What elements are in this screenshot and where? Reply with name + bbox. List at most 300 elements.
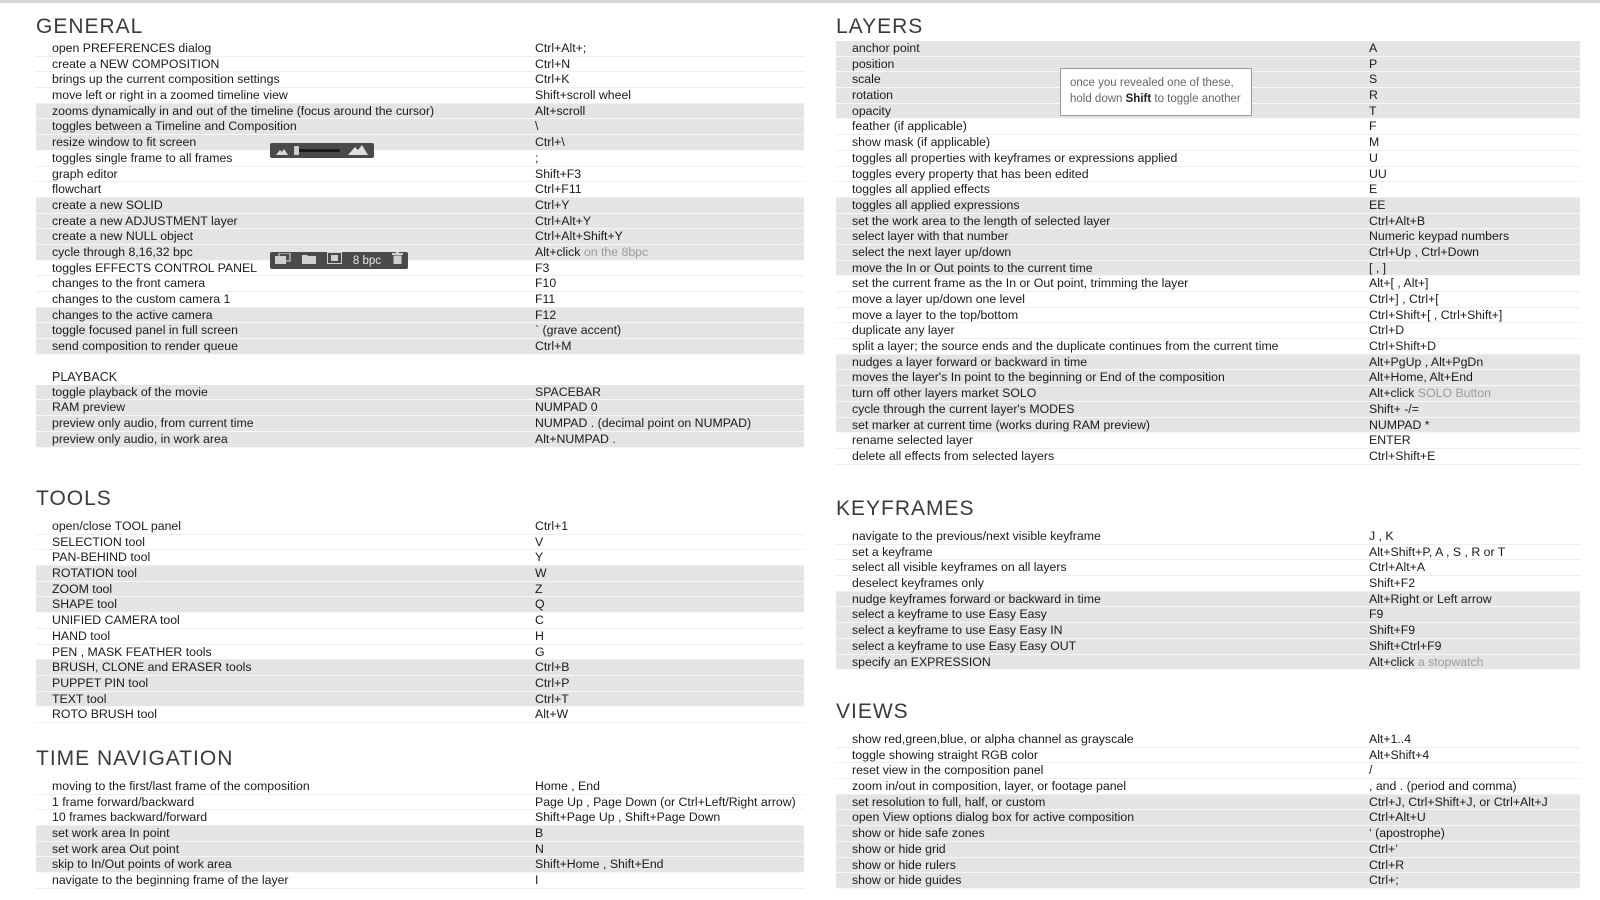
shortcut-key-text: R [1369, 88, 1378, 103]
shortcut-action: select a keyframe to use Easy Easy IN [852, 623, 1063, 638]
trash-icon[interactable] [392, 252, 403, 269]
shortcut-key-text: B [535, 826, 544, 841]
shortcut-key-text: Alt+[ , Alt+] [1369, 276, 1429, 291]
shortcut-key-text: Alt+Right or Left arrow [1369, 591, 1492, 606]
shortcut-key-text: H [535, 628, 544, 643]
shortcut-key [535, 707, 568, 723]
shortcut-action: show red,green,blue, or alpha channel as grayscale [852, 732, 1134, 746]
shortcut-row [36, 692, 804, 708]
shortcut-row [836, 873, 1580, 889]
shortcut-action: show or hide grid [852, 841, 946, 856]
shortcut-action: send composition to render queue [52, 339, 238, 354]
zoom-slider-widget[interactable] [270, 143, 374, 158]
shortcut-row [836, 229, 1580, 245]
shortcut-key-text: NUMPAD 0 [535, 400, 598, 415]
shortcut-action: select a keyframe to use Easy Easy [852, 607, 1047, 622]
shortcut-row [836, 810, 1580, 826]
shortcut-row [36, 566, 804, 582]
shortcut-key-text: ; [535, 150, 539, 165]
shortcut-action: cycle through 8,16,32 bpc [52, 244, 193, 259]
shortcut-row [36, 229, 804, 245]
shortcut-action: flowchart [52, 182, 102, 197]
section-title: TIME NAVIGATION [36, 747, 234, 770]
shortcut-key [535, 339, 572, 355]
section-keyframes [836, 495, 1580, 670]
shortcut-action: move the In or Out points to the current time [852, 260, 1093, 275]
shortcut-row [836, 748, 1580, 764]
shortcut-row [836, 418, 1580, 434]
shortcut-row [36, 613, 804, 629]
shortcut-row [836, 135, 1580, 151]
shortcut-action: TEXT tool [52, 691, 107, 706]
shortcut-key-text: Ctrl+F11 [535, 182, 582, 197]
shortcut-key-note: SOLO Button [1417, 386, 1492, 401]
shortcut-key-text: Alt+scroll [535, 103, 586, 118]
shortcut-key [535, 566, 547, 582]
shortcut-action: duplicate any layer [852, 323, 955, 338]
shortcut-row [836, 545, 1580, 561]
shortcut-row [836, 386, 1580, 402]
shortcut-key-text: Ctrl+R [1369, 857, 1405, 872]
shortcut-action: PUPPET PIN tool [52, 675, 149, 690]
shortcut-key-text: Shift+Page Up , Shift+Page Down [535, 810, 721, 825]
shortcut-key [535, 597, 545, 613]
shortcut-key [1369, 402, 1419, 418]
shortcut-row [836, 623, 1580, 639]
shortcut-row [836, 607, 1580, 623]
shortcut-key-text: Home , End [535, 779, 600, 793]
shortcut-key [535, 416, 751, 432]
shortcut-key-text: F12 [535, 307, 557, 322]
shortcut-key [1369, 57, 1377, 73]
shortcut-key-text: Shift+F3 [535, 166, 582, 181]
shortcut-key-text: Alt+1..4 [1369, 732, 1412, 746]
shortcut-row [836, 119, 1580, 135]
shortcut-row [836, 370, 1580, 386]
shortcut-action: zoom in/out in composition, layer, or footage panel [852, 779, 1127, 794]
shortcut-action: select the next layer up/down [852, 244, 1012, 259]
shortcut-row [36, 57, 804, 73]
shortcut-key-text: Alt+Shift+P, A , S , R or T [1369, 544, 1506, 559]
shortcut-key [535, 292, 555, 308]
shortcut-action: show or hide rulers [852, 857, 956, 872]
shortcut-key [535, 276, 556, 292]
shortcut-key-text: [ , ] [1369, 260, 1387, 275]
shortcut-key [535, 582, 543, 598]
shortcut-key-text: Page Up , Page Down (or Ctrl+Left/Right arrow) [535, 794, 796, 809]
shortcut-action: set a keyframe [852, 544, 933, 559]
shortcut-key [1369, 842, 1398, 858]
shortcut-row [836, 529, 1580, 545]
shortcut-key-text: Shift+F9 [1369, 623, 1416, 638]
shortcut-key-text: UU [1369, 166, 1387, 181]
shortcut-key [535, 323, 621, 339]
shortcut-key [1369, 72, 1377, 88]
shortcut-action: move a layer to the top/bottom [852, 307, 1019, 322]
shortcut-action: brings up the current composition settings [52, 72, 280, 87]
shortcut-key [1369, 639, 1441, 655]
small-mountain-icon [276, 142, 288, 160]
shortcut-key-text: Alt+Shift+4 [1369, 747, 1430, 762]
shortcut-row [836, 214, 1580, 230]
section-title: GENERAL [36, 15, 144, 38]
shortcut-key-text: ENTER [1369, 433, 1411, 448]
shortcut-row [36, 676, 804, 692]
shortcut-key [535, 119, 538, 135]
shortcut-key [535, 810, 720, 826]
shortcut-row [36, 432, 804, 448]
shortcut-action: moving to the first/last frame of the composition [52, 779, 310, 793]
shortcut-action: navigate to the beginning frame of the layer [52, 873, 289, 888]
shortcut-key [535, 873, 538, 889]
shortcut-row [36, 707, 804, 723]
shortcut-key-text: Ctrl+B [535, 660, 570, 675]
shortcut-row [36, 104, 804, 120]
shortcut-row [836, 167, 1580, 183]
shortcut-key-text: Shift+Ctrl+F9 [1369, 638, 1442, 653]
shortcut-action: feather (if applicable) [852, 119, 967, 134]
large-mountain-icon [348, 142, 368, 160]
section-title: KEYFRAMES [836, 497, 975, 520]
shortcut-key-text: Y [535, 550, 544, 565]
shortcut-key-text: Ctrl+D [1369, 323, 1405, 338]
shortcut-row [36, 292, 804, 308]
shortcut-key [1369, 655, 1484, 671]
shortcut-action: split a layer; the source ends and the duplicate continues from the current time [852, 339, 1279, 354]
shortcut-action: rotation [852, 88, 894, 103]
shortcut-key-text: Ctrl+Alt+U [1369, 810, 1426, 825]
shortcut-key-text: Ctrl+Y [535, 197, 570, 212]
shortcut-key [535, 88, 631, 104]
shortcut-row [36, 198, 804, 214]
shortcut-row [36, 261, 804, 277]
shortcut-key-text: Shift+F2 [1369, 576, 1416, 591]
shortcut-action: PEN , MASK FEATHER tools [52, 644, 212, 659]
shortcut-key-text: EE [1369, 197, 1386, 212]
shortcut-row [836, 560, 1580, 576]
shortcut-row [836, 779, 1580, 795]
shortcut-key [535, 385, 601, 401]
shortcut-action: toggles all applied effects [852, 182, 990, 197]
new-composition-icon[interactable] [327, 252, 342, 269]
shortcut-row [36, 660, 804, 676]
shortcut-key [1369, 607, 1383, 623]
shortcut-key-text: Ctrl+Shift+[ , Ctrl+Shift+] [1369, 307, 1503, 322]
shortcut-key [1369, 276, 1428, 292]
shortcut-action: UNIFIED CAMERA tool [52, 613, 180, 628]
shortcut-action: 1 frame forward/backward [52, 794, 195, 809]
shortcut-row [836, 732, 1580, 748]
shortcut-action: set work area Out point [52, 841, 180, 856]
shortcut-row [36, 779, 804, 795]
shortcut-key [1369, 779, 1517, 795]
shortcut-action: preview only audio, from current time [52, 416, 254, 431]
shortcut-action: nudges a layer forward or backward in time [852, 354, 1088, 369]
shortcut-row [836, 592, 1580, 608]
shortcut-row [36, 582, 804, 598]
zoom-slider-track[interactable] [296, 149, 340, 152]
shift-toggle-tip [1060, 68, 1252, 116]
shortcut-key [535, 151, 538, 167]
shortcut-key-text: , and . (period and comma) [1369, 779, 1517, 794]
shortcut-key [1369, 545, 1505, 561]
shortcut-action: changes to the custom camera 1 [52, 292, 231, 306]
shortcut-row [836, 449, 1580, 465]
shortcut-action: turn off other layers market SOLO [852, 386, 1037, 401]
shortcut-key-text: I [535, 873, 539, 888]
section-tools [36, 485, 804, 723]
shortcut-key [1369, 858, 1404, 874]
shortcut-row [836, 576, 1580, 592]
shortcut-key-text: Ctrl+M [535, 339, 572, 354]
shortcut-key-text: Ctrl+T [535, 691, 569, 706]
shortcut-row [36, 245, 804, 261]
tip-shift-key: Shift [1125, 93, 1152, 105]
shortcut-key [535, 308, 556, 324]
shortcut-key [535, 692, 569, 708]
shortcut-row [36, 135, 804, 151]
shortcut-key-text: W [535, 566, 547, 581]
section-time-navigation [36, 745, 804, 889]
shortcut-action: show or hide safe zones [852, 826, 985, 841]
shortcut-list [36, 519, 804, 723]
shortcut-key [535, 857, 664, 873]
tip-text: to toggle another [1151, 93, 1241, 105]
shortcut-key-text: Ctrl+Alt+A [1369, 560, 1426, 575]
shortcut-key-text: U [1369, 150, 1378, 165]
shortcut-key-text: Alt+click [1369, 654, 1415, 669]
shortcut-action: graph editor [52, 166, 118, 181]
shortcut-key [1369, 355, 1483, 371]
shortcut-key [1369, 418, 1430, 434]
shortcut-key-text: J , K [1369, 529, 1394, 543]
shortcut-key-text: ` (grave accent) [535, 323, 622, 338]
shortcut-row [36, 629, 804, 645]
shortcut-row [36, 308, 804, 324]
shortcut-row [836, 795, 1580, 811]
shortcut-row [36, 795, 804, 811]
shortcut-key-text: Ctrl+Shift+E [1369, 448, 1436, 463]
shortcut-key [1369, 135, 1379, 151]
shortcut-key-text: Ctrl+Shift+D [1369, 339, 1436, 354]
shortcut-key [535, 214, 591, 230]
shortcut-key-text: F11 [535, 292, 556, 306]
shortcut-key [1369, 214, 1425, 230]
shortcut-row [836, 308, 1580, 324]
shortcut-key [1369, 560, 1425, 576]
shortcut-key [1369, 873, 1399, 889]
shortcut-key [535, 779, 600, 795]
shortcut-key-text: Ctrl+1 [535, 519, 569, 533]
shortcut-key [1369, 167, 1387, 183]
shortcut-action: PAN-BEHIND tool [52, 550, 151, 565]
shortcut-key-text: Q [535, 597, 545, 612]
shortcut-key-note: on the 8bpc [583, 244, 649, 259]
shortcut-action: create a new SOLID [52, 197, 163, 212]
shortcut-key-text: P [1369, 56, 1378, 71]
shortcut-row [36, 214, 804, 230]
shortcut-row [36, 88, 804, 104]
shortcut-key-text: Ctrl+Alt+Y [535, 213, 592, 228]
shortcut-key [535, 57, 570, 73]
shortcut-key-text: Ctrl+Alt+B [1369, 213, 1426, 228]
shortcut-key-text: NUMPAD . (decimal point on NUMPAD) [535, 416, 752, 431]
new-folder-icon[interactable] [302, 253, 316, 269]
shortcut-action: show or hide guides [852, 873, 962, 888]
shortcut-key [1369, 732, 1411, 748]
section-title: VIEWS [836, 700, 909, 723]
shortcut-row [836, 151, 1580, 167]
shortcut-key [535, 135, 565, 151]
section-title: LAYERS [836, 15, 924, 38]
shortcut-key-text: F10 [535, 276, 557, 291]
shortcut-list [36, 41, 804, 355]
shortcut-list [836, 732, 1580, 889]
shortcut-row [36, 323, 804, 339]
shortcut-action: moves the layer's In point to the beginning or End of the composition [852, 370, 1225, 385]
shortcut-key [1369, 119, 1377, 135]
shortcut-row [836, 339, 1580, 355]
shortcut-key [535, 550, 543, 566]
project-panel-toolbar [270, 252, 408, 269]
shortcut-action: select layer with that number [852, 229, 1009, 244]
shortcut-key-text: \ [535, 119, 539, 134]
tip-line-1: once you revealed one of these, [1070, 77, 1234, 89]
shortcut-row [836, 639, 1580, 655]
shortcut-key-text: Shift+Home , Shift+End [535, 857, 664, 872]
shortcut-action: reset view in the composition panel [852, 763, 1044, 778]
shortcut-row [36, 385, 804, 401]
shortcut-key [535, 842, 544, 858]
shortcut-row [36, 276, 804, 292]
shortcut-key [535, 182, 582, 198]
shortcut-key [1369, 529, 1394, 545]
shortcut-key-text: Alt+click [535, 244, 581, 259]
shortcut-key-text: Alt+NUMPAD . [535, 431, 616, 446]
shortcut-action: RAM preview [52, 400, 126, 415]
shortcut-key [1369, 292, 1439, 308]
shortcut-action: set work area In point [52, 826, 170, 841]
shortcut-key [535, 104, 585, 120]
shortcut-key [535, 167, 581, 183]
shortcut-row [36, 535, 804, 551]
shortcut-key-text: N [535, 841, 544, 856]
shortcut-action: changes to the active camera [52, 307, 213, 322]
shortcut-key [1369, 41, 1377, 57]
shortcut-key [1369, 795, 1548, 811]
shortcut-action: rename selected layer [852, 433, 973, 448]
shortcut-action: toggles every property that has been edited [852, 166, 1089, 181]
shortcut-action: anchor point [852, 41, 920, 55]
shortcut-row [36, 826, 804, 842]
shortcut-action: toggles all applied expressions [852, 197, 1020, 212]
top-divider [0, 0, 1600, 3]
shortcut-key-text: A [1369, 41, 1378, 55]
shortcut-action: move a layer up/down one level [852, 292, 1025, 306]
shortcut-key-text: F9 [1369, 607, 1384, 622]
shortcut-row [836, 276, 1580, 292]
shortcut-key-text: Ctrl+] , Ctrl+[ [1369, 292, 1439, 306]
shortcut-list [836, 529, 1580, 670]
subsection-title: PLAYBACK [52, 369, 118, 384]
shortcut-key-text: Ctrl+Up , Ctrl+Down [1369, 244, 1480, 259]
shortcut-action: create a NEW COMPOSITION [52, 56, 220, 71]
shortcut-key [1369, 386, 1491, 402]
shortcut-action: ZOOM tool [52, 581, 113, 596]
shortcut-key-text: Ctrl+P [535, 675, 570, 690]
shortcut-row [36, 151, 804, 167]
shortcut-action: BRUSH, CLONE and ERASER tools [52, 660, 252, 675]
shortcut-row [836, 355, 1580, 371]
shortcut-key-text: Numeric keypad numbers [1369, 229, 1510, 244]
shortcut-action: open/close TOOL panel [52, 519, 181, 533]
shortcut-action: navigate to the previous/next visible keyframe [852, 529, 1101, 543]
shortcut-action: preview only audio, in work area [52, 431, 228, 446]
shortcut-key [535, 41, 586, 57]
shortcut-action: specify an EXPRESSION [852, 654, 991, 669]
shortcut-action: SHAPE tool [52, 597, 117, 612]
shortcut-action: set the work area to the length of selected layer [852, 213, 1111, 228]
shortcut-key-text: F3 [535, 260, 550, 275]
shortcut-key [1369, 229, 1509, 245]
shortcut-key [535, 795, 796, 811]
shortcut-action: create a new NULL object [52, 229, 194, 244]
shortcut-row [836, 245, 1580, 261]
shortcut-action: create a new ADJUSTMENT layer [52, 213, 238, 228]
shortcut-key [1369, 763, 1372, 779]
shortcut-key-text: Alt+click [1369, 386, 1415, 401]
shortcut-action: toggles EFFECTS CONTROL PANEL [52, 260, 257, 275]
shortcut-key [1369, 592, 1492, 608]
shortcut-row [36, 857, 804, 873]
zoom-slider-knob[interactable] [294, 146, 299, 155]
bpc-button[interactable]: 8 bpc [352, 254, 381, 267]
shortcut-row [836, 402, 1580, 418]
shortcut-key [535, 645, 545, 661]
shortcut-key-text: G [535, 644, 545, 659]
shortcut-key-text: SPACEBAR [535, 384, 602, 399]
shortcut-key-text: V [535, 534, 544, 549]
shortcut-key-text: M [1369, 135, 1380, 150]
shortcut-action: ROTO BRUSH tool [52, 707, 158, 722]
shortcut-key [535, 261, 549, 277]
shortcut-row [836, 763, 1580, 779]
shortcut-action: zooms dynamically in and out of the timeline (focus around the cursor) [52, 103, 435, 118]
shortcut-key-text: Shift+scroll wheel [535, 88, 632, 103]
shortcut-action: ROTATION tool [52, 566, 137, 581]
shortcut-key [1369, 198, 1385, 214]
shortcut-key [1369, 810, 1426, 826]
shortcut-key-text: Shift+ -/= [1369, 401, 1419, 416]
shortcut-key-text: Ctrl+Alt+Shift+Y [535, 229, 623, 244]
shortcut-key [1369, 339, 1436, 355]
shortcut-key-text: E [1369, 182, 1378, 197]
shortcut-row [836, 655, 1580, 671]
shortcut-key [535, 400, 598, 416]
shortcut-key-note: a stopwatch [1417, 654, 1484, 669]
shortcut-row [836, 182, 1580, 198]
shortcut-action: toggles between a Timeline and Composition [52, 119, 297, 134]
shortcut-row [36, 519, 804, 535]
interpret-footage-icon[interactable] [275, 253, 291, 269]
shortcut-action: cycle through the current layer's MODES [852, 401, 1075, 416]
shortcut-key [1369, 261, 1386, 277]
shortcut-key [1369, 104, 1377, 120]
section-general [36, 13, 804, 448]
shortcut-action: show mask (if applicable) [852, 135, 991, 150]
shortcut-action: skip to In/Out points of work area [52, 857, 232, 872]
shortcut-row [836, 198, 1580, 214]
